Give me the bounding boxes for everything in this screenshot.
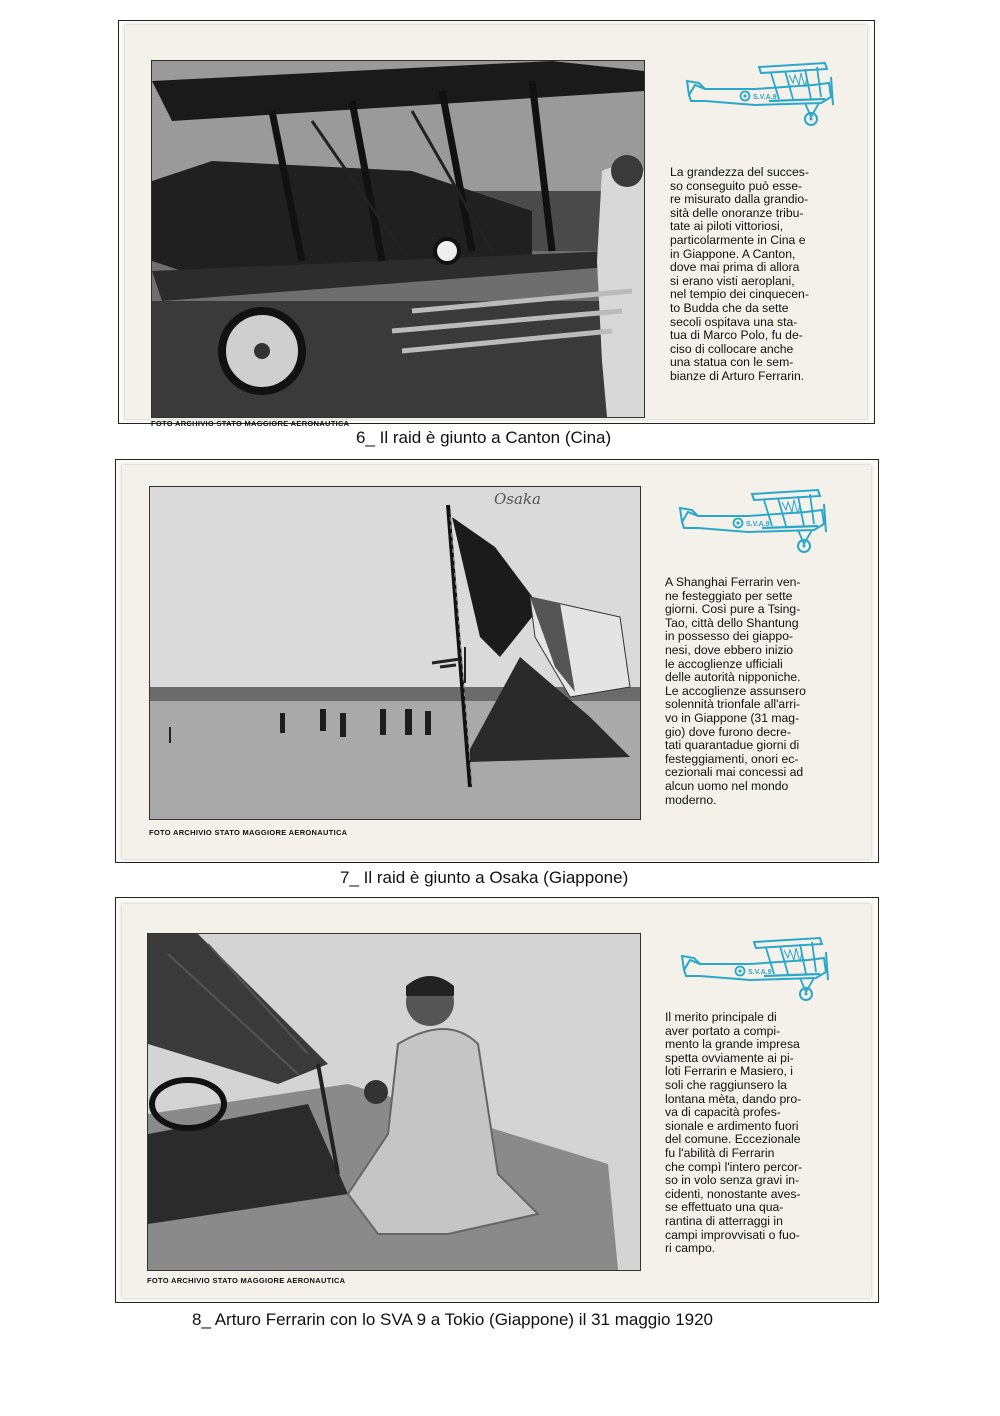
- text-line: solennità trionfale all'arri-: [665, 697, 801, 712]
- text-line: si erano visti aeroplani,: [670, 273, 795, 288]
- text-line: le accoglienze ufficiali: [665, 656, 783, 671]
- text-line: ciso di collocare anche: [670, 341, 794, 356]
- photo-credit: FOTO ARCHIVIO STATO MAGGIORE AERONAUTICA: [151, 419, 350, 428]
- text-line: sionale e ardimento fuori: [665, 1118, 799, 1133]
- text-line: va di capacità profes-: [665, 1105, 781, 1120]
- sva9-plane-logo-icon: [678, 486, 828, 556]
- text-line: Le accoglienze assunsero: [665, 683, 806, 698]
- logo-text: S.V.A.9: [746, 521, 770, 528]
- panel-frame: [115, 459, 879, 863]
- text-line: secoli ospitava una sta-: [670, 314, 798, 329]
- figure-caption: 8_ Arturo Ferrarin con lo SVA 9 a Tokio (Giappone) il 31 maggio 1920: [192, 1310, 714, 1329]
- text-line: so in volo senza gravi in-: [665, 1173, 800, 1188]
- text-line: sità delle onoranze tribu-: [670, 205, 804, 220]
- text-line: loti Ferrarin e Masiero, i: [665, 1064, 794, 1079]
- text-line: in Giappone. A Canton,: [670, 246, 796, 261]
- panel-frame: [115, 897, 879, 1303]
- text-line: mento la grande impresa: [665, 1037, 800, 1052]
- text-line: giorni. Così pure a Tsing-: [665, 602, 801, 617]
- handwritten-annotation: Osaka: [494, 490, 541, 508]
- text-line: una statua con le sem-: [670, 355, 794, 370]
- text-line: ne festeggiato per sette: [665, 588, 793, 603]
- text-line: cezionali mai concessi ad: [665, 765, 804, 780]
- text-line: so conseguito può esse-: [670, 178, 803, 193]
- text-line: dove mai prima di allora: [670, 260, 800, 275]
- logo-text: S.V.A.9: [753, 94, 777, 101]
- text-line: Il merito principale di: [665, 1010, 777, 1024]
- text-line: festeggiamenti, onori ec-: [665, 751, 799, 766]
- text-line: aver portato a compi-: [665, 1023, 781, 1038]
- text-line: A Shanghai Ferrarin ven-: [665, 575, 801, 589]
- photo-credit: FOTO ARCHIVIO STATO MAGGIORE AERONAUTICA: [147, 1276, 346, 1285]
- text-line: Tao, città dello Shantung: [665, 615, 799, 630]
- text-line: nesi, dove ebbero inizio: [665, 642, 794, 657]
- figure-caption: 7_ Il raid è giunto a Osaka (Giappone): [340, 868, 629, 887]
- text-line: soli che raggiunsero la: [665, 1077, 787, 1092]
- sva9-plane-logo-icon: [685, 59, 835, 129]
- text-line: tua di Marco Polo, fu de-: [670, 328, 803, 343]
- text-line: del comune. Eccezionale: [665, 1132, 801, 1147]
- text-line: cidenti, nonostante aves-: [665, 1186, 801, 1201]
- panel-text: [670, 166, 842, 384]
- text-line: vo in Giappone (31 mag-: [665, 710, 800, 725]
- text-line: nel tempio dei cinquecen-: [670, 287, 809, 302]
- text-line: spetta ovviamente ai pi-: [665, 1050, 794, 1065]
- text-line: moderno.: [665, 792, 717, 807]
- text-line: gio) dove furono decre-: [665, 724, 792, 739]
- text-line: rantina di atterraggi in: [665, 1213, 783, 1228]
- text-line: se effettuato una qua-: [665, 1200, 784, 1215]
- text-line: particolarmente in Cina e: [670, 232, 806, 247]
- figure-caption: 6_ Il raid è giunto a Canton (Cina): [356, 428, 612, 447]
- sva9-plane-logo-icon: [680, 934, 830, 1004]
- text-line: alcun uomo nel mondo: [665, 778, 789, 793]
- panel-text: [665, 1011, 837, 1256]
- text-line: delle autorità nipponiche.: [665, 670, 801, 685]
- text-line: La grandezza del succes-: [670, 165, 809, 179]
- photo-biplane-canton: [151, 60, 645, 418]
- text-line: ri campo.: [665, 1241, 716, 1256]
- text-line: tate ai piloti vittoriosi,: [670, 219, 784, 234]
- photo-ferrarin-sva9: [147, 933, 641, 1271]
- text-line: re misurato dalla grandio-: [670, 192, 809, 207]
- text-line: in possesso dei giappo-: [665, 629, 794, 644]
- text-line: che compì l'intero percor-: [665, 1159, 803, 1174]
- text-line: fu l'abilità di Ferrarin: [665, 1145, 775, 1160]
- text-line: tati quarantadue giorni di: [665, 738, 800, 753]
- text-line: to Budda che da sette: [670, 300, 789, 315]
- photo-osaka-airfield: [149, 486, 641, 820]
- panel-text: [665, 576, 837, 807]
- text-line: lontana mèta, dando pro-: [665, 1091, 802, 1106]
- photo-credit: FOTO ARCHIVIO STATO MAGGIORE AERONAUTICA: [149, 828, 348, 837]
- panel-frame: [118, 20, 875, 428]
- text-line: campi improvvisati o fuo-: [665, 1227, 800, 1242]
- logo-text: S.V.A.9: [748, 969, 772, 976]
- text-line: bianze di Arturo Ferrarin.: [670, 368, 805, 383]
